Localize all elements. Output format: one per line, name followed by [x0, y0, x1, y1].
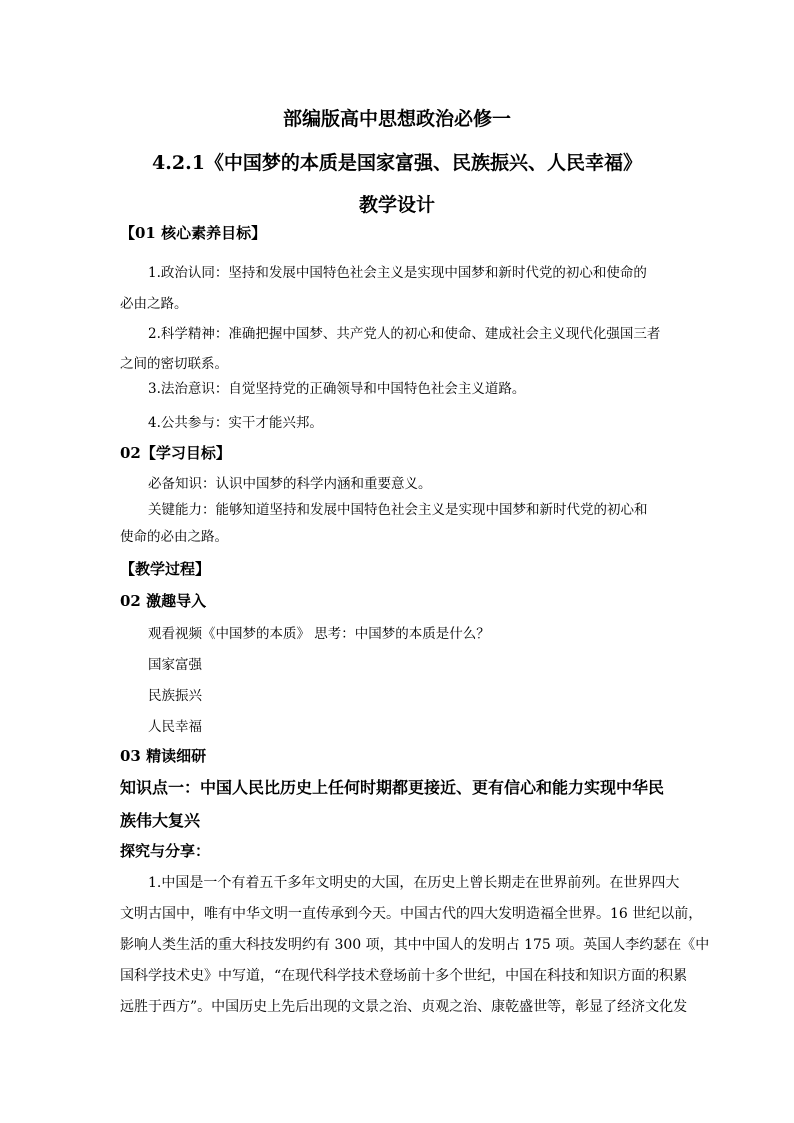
goal-item-2: 2.科学精神：准确把握中国梦、共产党人的初心和使命、建成社会主义现代化强国三者	[148, 326, 661, 342]
doc-title-line2: 4.2.1《中国梦的本质是国家富强、民族振兴、人民幸福》	[152, 152, 642, 174]
explore-share-heading: 探究与分享：	[120, 842, 211, 860]
learning-goal-knowledge: 必备知识：认识中国梦的科学内涵和重要意义。	[148, 476, 432, 492]
answer-item-1: 国家富强	[148, 657, 202, 673]
doc-title-line1: 部编版高中思想政治必修一	[282, 108, 511, 130]
goal-item-1-cont: 必由之路。	[120, 296, 188, 312]
goal-item-3: 3.法治意识：自觉坚持党的正确领导和中国特色社会主义道路。	[148, 381, 526, 397]
paragraph-line-3: 影响人类生活的重大科技发明约有 300 项，其中中国人的发明占 175 项。英国人李约瑟在《中	[120, 937, 710, 953]
paragraph-line-2: 文明古国中，唯有中华文明一直传承到今天。中国古代的四大发明造福全世界。16 世纪以前，	[120, 906, 703, 922]
knowledge-point-1-line2: 族伟大复兴	[120, 811, 201, 830]
goal-item-1: 1.政治认同：坚持和发展中国特色社会主义是实现中国梦和新时代党的初心和使命的	[148, 265, 647, 281]
paragraph-line-1: 1.中国是一个有着五千多年文明史的大国，在历史上曾长期走在世界前列。在世界四大	[148, 875, 680, 891]
section-heading-core-goals: 【01 核心素养目标】	[120, 224, 267, 242]
intro-video-question: 观看视频《中国梦的本质》 思考：中国梦的本质是什么？	[148, 626, 490, 642]
paragraph-line-5: 远胜于西方”。中国历史上先后出现的文景之治、贞观之治、康乾盛世等，彰显了经济文化发	[120, 999, 688, 1015]
doc-title-line3: 教学设计	[358, 194, 435, 216]
learning-goal-ability: 关键能力：能够知道坚持和发展中国特色社会主义是实现中国梦和新时代党的初心和	[148, 502, 648, 518]
section-heading-learning-goals: 02【学习目标】	[120, 444, 231, 462]
goal-item-2-cont: 之间的密切联系。	[120, 356, 228, 372]
knowledge-point-1-line1: 知识点一：中国人民比历史上任何时期都更接近、更有信心和能力实现中华民	[120, 778, 665, 797]
subsection-heading-close-reading: 03 精读细研	[120, 747, 207, 765]
answer-item-2: 民族振兴	[148, 688, 202, 704]
section-heading-teaching-process: 【教学过程】	[120, 560, 211, 578]
learning-goal-ability-cont: 使命的必由之路。	[120, 529, 228, 545]
subsection-heading-intro: 02 激趣导入	[120, 592, 207, 610]
goal-item-4: 4.公共参与：实干才能兴邦。	[148, 415, 323, 431]
paragraph-line-4: 国科学技术史》中写道，“在现代科学技术登场前十多个世纪，中国在科技和知识方面的积累	[120, 968, 688, 984]
answer-item-3: 人民幸福	[148, 719, 202, 735]
